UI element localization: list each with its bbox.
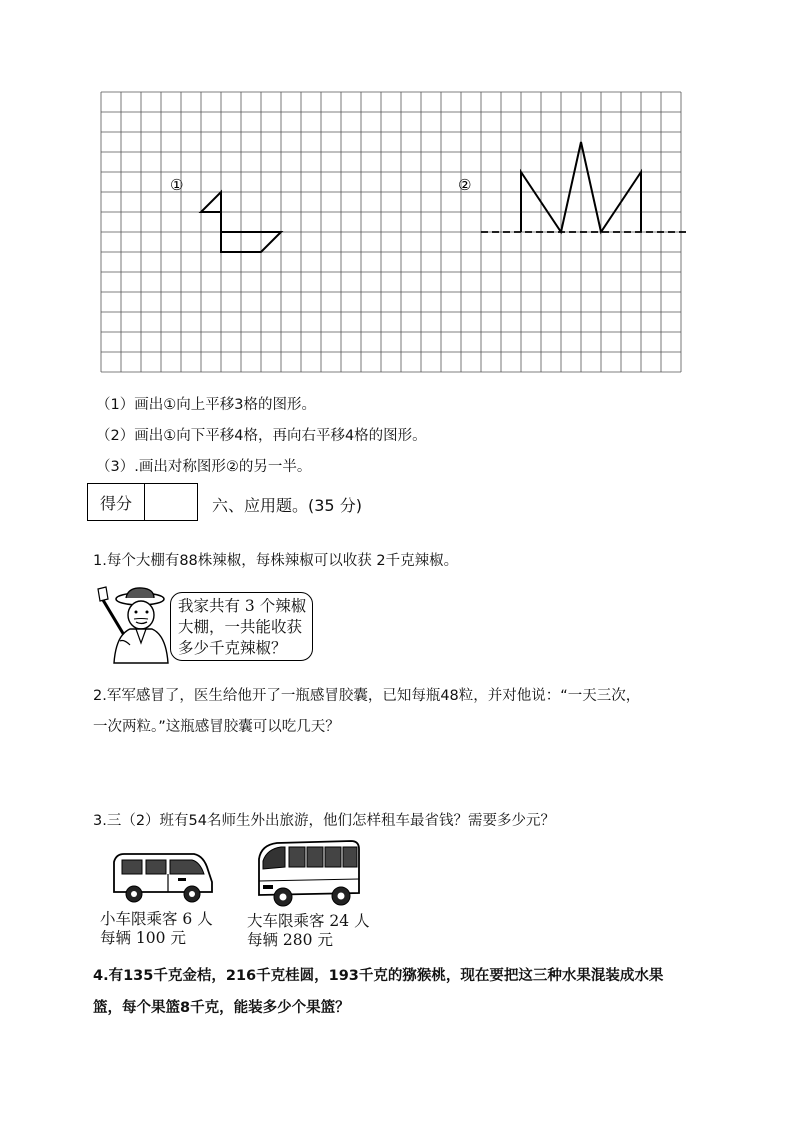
instruction-3: （3）.画出对称图形②的另一半。 [96, 459, 312, 475]
question-4-line-2: 篮，每个果篮8千克，能装多少个果篮？ [93, 1000, 350, 1016]
bubble-line-1: 我家共有 3 个辣椒 [178, 597, 307, 615]
small-car-capacity: 小车限乘客 6 人 [100, 910, 213, 928]
score-label: 得分 [88, 484, 145, 520]
section-title: 六、应用题。(35 分) [212, 496, 362, 515]
question-4-line-1: 4.有135千克金桔，216千克桂圆，193千克的猕猴桃，现在要把这三种水果混装成水果 [93, 968, 664, 984]
small-van-illustration [108, 848, 216, 906]
question-1: 1.每个大棚有88株辣椒，每株辣椒可以收获 2千克辣椒。 [93, 553, 459, 569]
big-bus-capacity: 大车限乘客 24 人 [247, 912, 370, 930]
instruction-1: （1）画出①向上平移3格的图形。 [96, 397, 316, 413]
question-2-line-1: 2.军军感冒了，医生给他开了一瓶感冒胶囊，已知每瓶48粒，并对他说：“一天三次， [93, 688, 641, 704]
question-3: 3.三（2）班有54名师生外出旅游，他们怎样租车最省钱？需要多少元？ [93, 813, 556, 829]
shape-1-label: ① [170, 176, 184, 194]
big-bus-illustration [255, 837, 363, 909]
small-car-price: 每辆 100 元 [100, 929, 186, 947]
bubble-line-2: 大棚，一共能收获 [178, 618, 303, 636]
grid-figure [100, 91, 686, 375]
instruction-2: （2）画出①向下平移4格，再向右平移4格的图形。 [96, 428, 427, 444]
speech-bubble [170, 592, 313, 661]
farmer-illustration [96, 585, 170, 665]
big-bus-price: 每辆 280 元 [247, 931, 333, 949]
score-box [87, 483, 198, 521]
score-blank [145, 484, 197, 520]
question-2-line-2: 一次两粒。”这瓶感冒胶囊可以吃几天？ [93, 719, 340, 735]
shape-2-label: ② [458, 176, 472, 194]
bubble-line-3: 多少千克辣椒？ [178, 639, 287, 657]
